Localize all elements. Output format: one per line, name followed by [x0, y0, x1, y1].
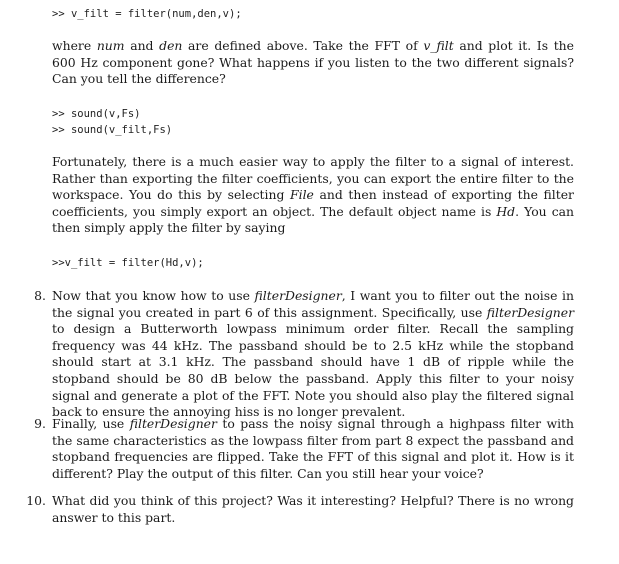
list-item-8: 8. Now that you know how to use filterDesigner, I want you to filter out the noise in the signal you created in part 6 of this assignment. Specifically, use filterDesigner to design a Butterworth lowpass minimum order filter. Recall the sampling frequency was 44 kHz. The passband should be to 2.5 kHz while the stopband should start at 3.1 kHz. The passband should have 1 dB of ripple while the stopband should be 80 dB below the passband. Apply this filter to your noisy signal and generate a plot of the FFT. Note you should also play the filtered signal back to ensure the annoying hiss is no longer prevalent. — [52, 288, 574, 421]
list-item-9: 9. Finally, use filterDesigner to pass the noisy signal through a highpass filter with the same characteristics as the lowpass filter from part 8 expect the passband and stopband frequencies are flipped. Take the FFT of this signal and plot it. How is it different? Play the output of this filter. Can you still hear your voice? — [52, 416, 574, 482]
paragraph-export-filter: Fortunately, there is a much easier way to apply the filter to a signal of interest. Rather than exporting the filter coefficients, you can export the entire filter to the workspace. You do this by selecting File and then instead of exporting the filter coefficients, you simply export an object. The default object name is Hd. You can then simply apply the filter by saying — [52, 154, 574, 236]
code-line-filter-hd: >>v_filt = filter(Hd,v); — [52, 257, 204, 269]
paragraph-fft-question: where num and den are defined above. Take the FFT of v_filt and plot it. Is the 600 Hz component gone? What happens if you listen to the two different signals? Can you tell the difference? — [52, 38, 574, 87]
list-item-number: 9. — [34, 416, 46, 431]
list-item-10: 10. What did you think of this project? Was it interesting? Helpful? There is no wrong answer to this part. — [52, 493, 574, 526]
code-line-sound-v-filt: >> sound(v_filt,Fs) — [52, 124, 173, 136]
code-line-sound-v: >> sound(v,Fs) — [52, 108, 141, 120]
code-line-filter-num-den: >> v_filt = filter(num,den,v); — [52, 8, 242, 20]
list-item-number: 10. — [26, 493, 46, 508]
list-item-number: 8. — [34, 288, 46, 303]
